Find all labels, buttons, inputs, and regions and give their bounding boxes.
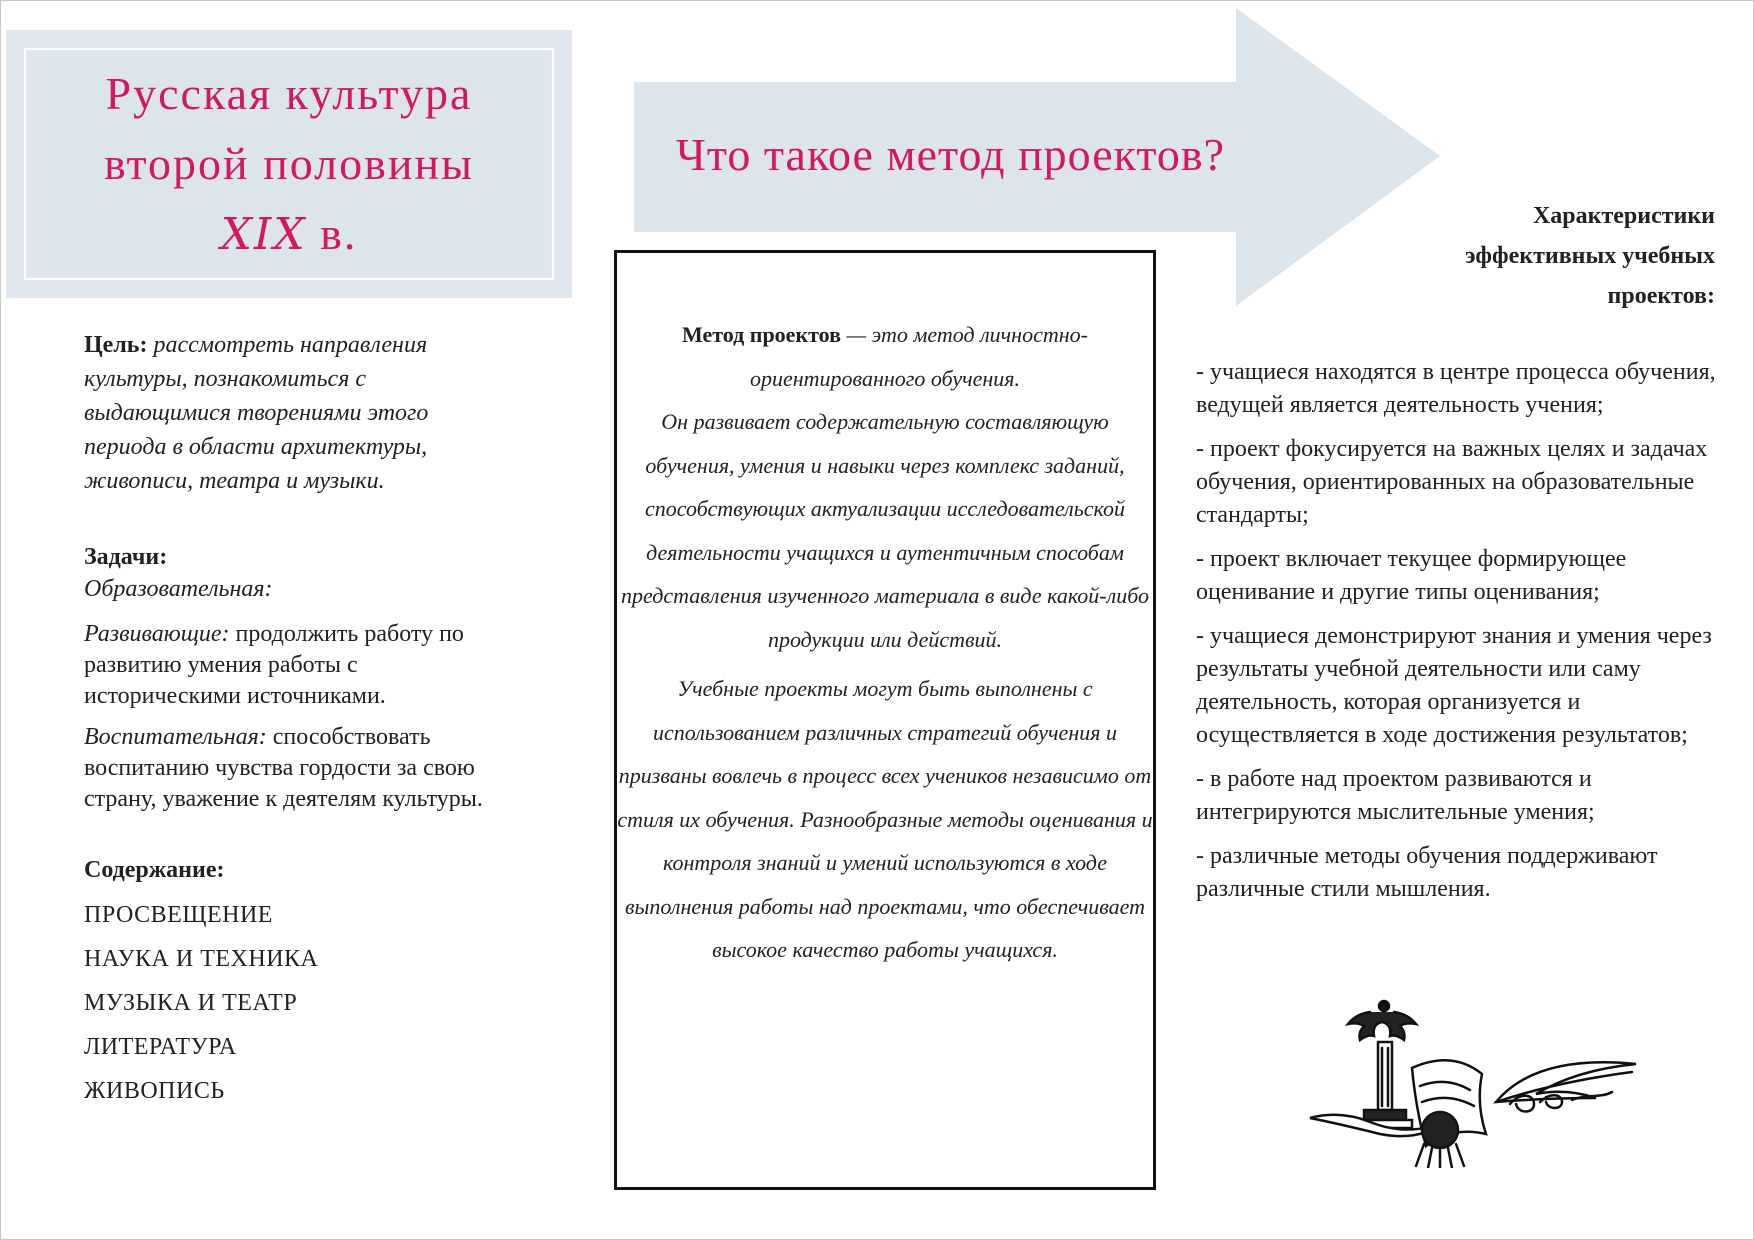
goal-paragraph: [84, 328, 504, 498]
content-item: ЛИТЕРАТУРА: [84, 1034, 237, 1060]
upbringing-label: Воспитательная:: [84, 724, 267, 750]
list-item: - в работе над проектом развиваются и интегрируются мыслительные умения;: [1196, 766, 1595, 825]
title-box: [6, 30, 572, 298]
goal-label: Цель:: [84, 332, 148, 358]
characteristics-list: [1196, 356, 1716, 917]
list-item: - учащиеся находятся в центре процесса обучения, ведущей является деятельность учения;: [1196, 359, 1716, 418]
method-box: [614, 250, 1156, 1190]
arrow-heading: Что такое метод проектов?: [676, 129, 1226, 180]
title-line-2: второй половины: [103, 137, 474, 189]
content-item: ЖИВОПИСЬ: [84, 1078, 225, 1104]
goal-text: рассмотреть направления культуры, познакомиться с выдающимися творениями этого периода в области архитектуры, живописи, театра и музыки.: [84, 332, 429, 494]
method-paragraph-3: Учебные проекты могут быть выполнены с использованием различных стратегий обучения и призваны вовлечь в процесс всех учеников независимо от стиля их обучения. Разнообразные методы оценивания и контроля знаний и умений используются в ходе выполнения работы над проектами, что обеспечивает высокое качество работы учащихся.: [617, 676, 1153, 962]
upbringing-paragraph: [84, 722, 504, 815]
list-item: - проект фокусируется на важных целях и задачах обучения, ориентированных на образовательные стандарты;: [1196, 436, 1708, 528]
method-paragraph-2: Он развивает содержательную составляющую обучения, умения и навыки через комплекс заданий, способствующих актуализации исследовательской деятельности учащихся и аутентичным способам представления изученного материала в виде какой-либо продукции или действий.: [621, 409, 1149, 652]
method-term: Метод проектов: [682, 322, 841, 347]
developing-paragraph: [84, 619, 504, 712]
title-inner: [32, 56, 546, 272]
method-paragraph-1: [617, 313, 1153, 400]
title-suffix: в.: [306, 207, 358, 259]
developing-label: Развивающие:: [84, 621, 230, 647]
list-item: - проект включает текущее формирующее оценивание и другие типы оценивания;: [1196, 546, 1627, 605]
content-item: НАУКА И ТЕХНИКА: [84, 946, 319, 972]
title-line-3: [221, 199, 358, 270]
upbringing-text: способствовать воспитанию чувства гордости за свою страну, уважение к деятелям культуры.: [84, 724, 483, 812]
list-item: - различные методы обучения поддерживают различные стили мышления.: [1196, 843, 1658, 902]
title-line-1: Русская культура: [105, 67, 473, 119]
characteristics-heading: Характеристики эффективных учебных проектов:: [1465, 203, 1715, 309]
tasks-heading: Задачи:: [84, 544, 168, 570]
left-column: [84, 328, 504, 1113]
educational-label: Образовательная:: [84, 576, 273, 602]
title-roman: XIX: [220, 208, 307, 260]
content-item: МУЗЫКА И ТЕАТР: [84, 990, 298, 1016]
developing-text: продолжить работу по развитию умения работы с историческими источниками.: [84, 621, 464, 709]
method-text: [617, 313, 1153, 972]
scroll-emblem-icon: [1300, 998, 1644, 1168]
method-definition: — это метод личностно-ориентированного обучения.: [749, 322, 1088, 391]
list-item: - учащиеся демонстрируют знания и умения через результаты учебной деятельности или саму деятельность, которая организуется и осуществляется в ходе достижения результатов;: [1196, 623, 1712, 748]
content-heading: Содержание:: [84, 857, 225, 883]
content-item: ПРОСВЕЩЕНИЕ: [84, 902, 273, 928]
